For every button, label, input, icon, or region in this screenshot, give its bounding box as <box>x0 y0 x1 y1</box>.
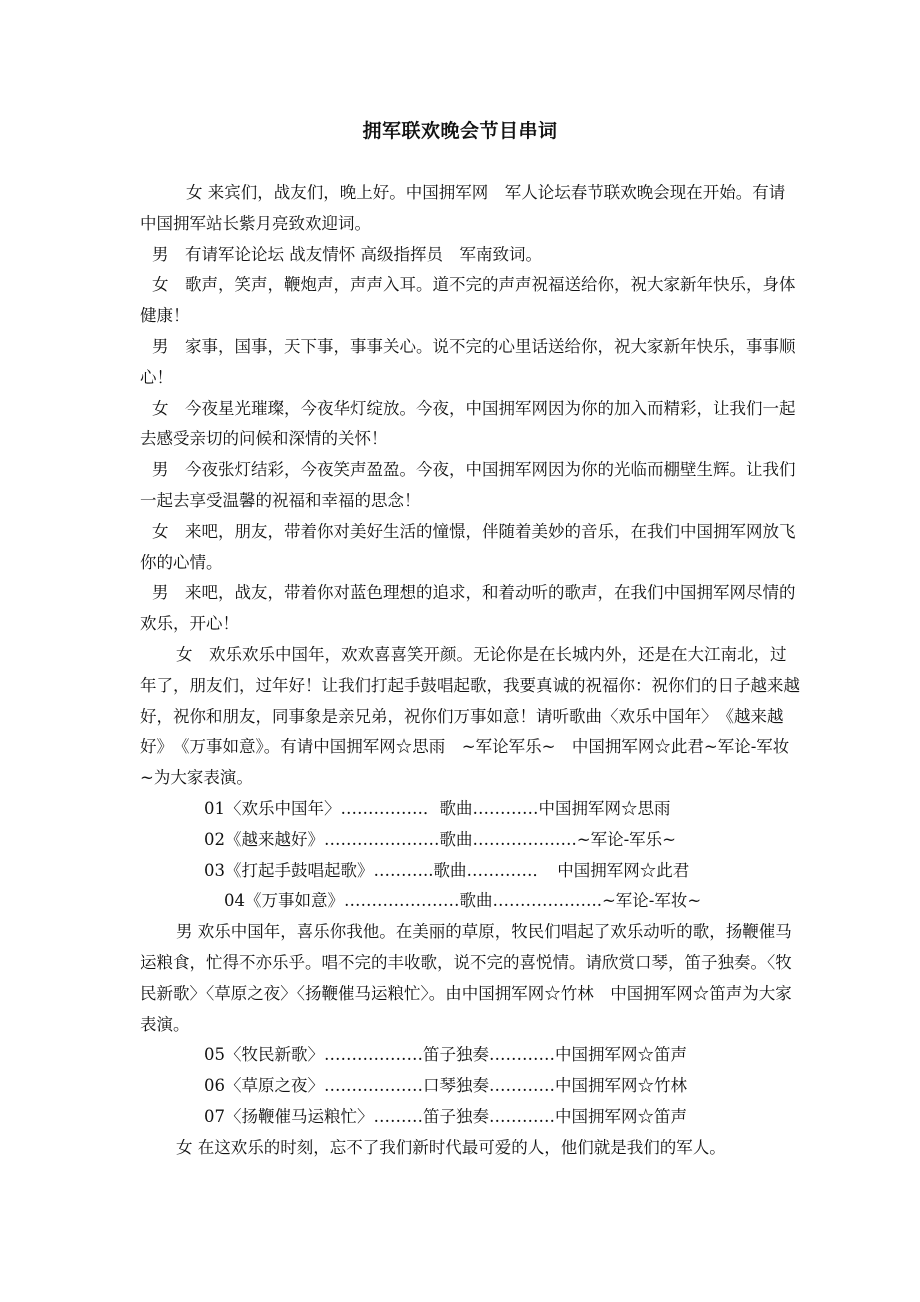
paragraph: 男 有请军论论坛 战友情怀 高级指挥员 军南致词。 <box>152 244 542 264</box>
paragraph: 女 今夜星光璀璨，今夜华灯绽放。今夜，中国拥军网因为你的加入而精彩，让我们一起去感受亲切的问候和深情的关怀！ <box>140 398 796 449</box>
program-line: 05〈牧民新歌〉………………笛子独奏…………中国拥军网☆笛声 <box>204 1045 687 1065</box>
program-line: 07〈扬鞭催马运粮忙〉………笛子独奏…………中国拥军网☆笛声 <box>204 1106 687 1126</box>
paragraph: 男 今夜张灯结彩，今夜笑声盈盈。今夜，中国拥军网因为你的光临而棚壁生辉。让我们一起去享受温馨的祝福和幸福的思念！ <box>140 460 796 510</box>
paragraph: 女 欢乐欢乐中国年，欢欢喜喜笑开颜。无论你是在长城内外，还是在大江南北，过年了，朋友们，过年好！让我们打起手鼓唱起歌，我要真诚的祝福你：祝你们的日子越来越好，祝你和朋友，同事象是亲兄弟，祝你们万事如意！请听歌曲〈欢乐中国年〉 《越来越好》 《万事如意》。有请中国拥军网☆思雨 ~军论军乐~ 中国拥军网☆此君~军论-军妆~为大家表演。 <box>140 644 800 788</box>
document-title: 拥军联欢晚会节目串词 <box>362 120 558 142</box>
program-line: 02《越来越好》…………………歌曲……………….~军论-军乐~ <box>204 829 676 849</box>
program-line: 06〈草原之夜〉………………口琴独奏…………中国拥军网☆竹林 <box>204 1076 687 1096</box>
document-body <box>140 178 800 1164</box>
program-line: 04《万事如意》…………………歌曲………………..~军论-军妆~ <box>224 891 702 911</box>
paragraph-opening: 女 来宾们，战友们，晚上好。中国拥军网 军人论坛春节联欢晚会现在开始。有请中国拥军站长紫月亮致欢迎词。 <box>140 183 786 233</box>
paragraph-closing: 女 在这欢乐的时刻，忘不了我们新时代最可爱的人，他们就是我们的军人。 <box>176 1137 726 1157</box>
paragraph: 男 欢乐中国年，喜乐你我他。在美丽的草原，牧民们唱起了欢乐动听的歌，扬鞭催马运粮食，忙得不亦乐乎。唱不完的丰收歌，说不完的喜悦情。请欣赏口琴，笛子独奏。〈牧民新歌〉〈草原之夜〉〈扬鞭催马运粮忙〉。由中国拥军网☆竹林 中国拥军网☆笛声为大家表演。 <box>140 922 792 1034</box>
program-line: 03《打起手鼓唱起歌》………..歌曲…………． 中国拥军网☆此君 <box>204 860 690 880</box>
paragraph: 女 歌声，笑声，鞭炮声，声声入耳。道不完的声声祝福送给你，祝大家新年快乐，身体健康！ <box>140 275 796 326</box>
paragraph: 女 来吧，朋友，带着你对美好生活的憧憬，伴随着美妙的音乐，在我们中国拥军网放飞你的心情。 <box>140 521 796 572</box>
paragraph: 男 家事，国事，天下事，事事关心。说不完的心里话送给你，祝大家新年快乐，事事顺心！ <box>140 336 796 387</box>
program-line: 01〈欢乐中国年〉……………．歌曲…………中国拥军网☆思雨 <box>204 798 671 818</box>
paragraph: 男 来吧，战友，带着你对蓝色理想的追求，和着动听的歌声，在我们中国拥军网尽情的欢乐，开心！ <box>140 583 796 634</box>
